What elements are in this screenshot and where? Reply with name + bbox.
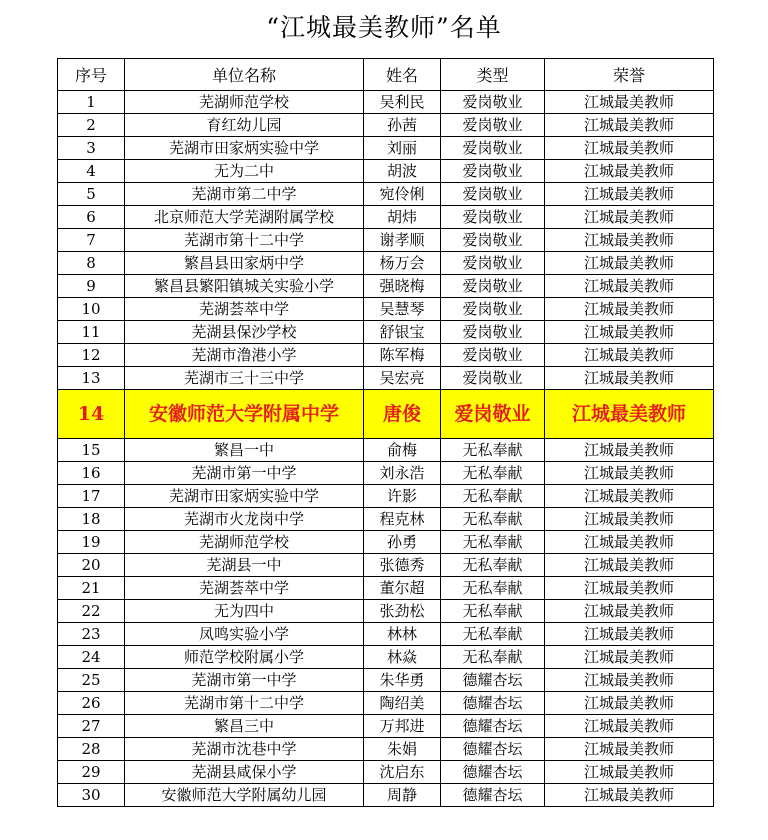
- cell-no: 6: [58, 206, 125, 229]
- table-row: [58, 252, 714, 275]
- table-row: [58, 715, 714, 738]
- cell-unit: 芜湖市三十三中学: [125, 367, 364, 390]
- cell-no: 3: [58, 137, 125, 160]
- cell-honor: 江城最美教师: [545, 367, 714, 390]
- cell-type: 德耀杏坛: [441, 669, 545, 692]
- cell-type: 无私奉献: [441, 554, 545, 577]
- cell-no: 5: [58, 183, 125, 206]
- teacher-list-table: [57, 58, 714, 807]
- cell-honor: 江城最美教师: [545, 390, 714, 439]
- cell-no: 7: [58, 229, 125, 252]
- cell-type: 无私奉献: [441, 577, 545, 600]
- cell-type: 无私奉献: [441, 531, 545, 554]
- cell-honor: 江城最美教师: [545, 738, 714, 761]
- cell-name: 程克林: [364, 508, 441, 531]
- cell-type: 德耀杏坛: [441, 692, 545, 715]
- cell-type: 无私奉献: [441, 485, 545, 508]
- cell-unit: 芜湖市第十二中学: [125, 229, 364, 252]
- table-row: [58, 229, 714, 252]
- cell-unit: 繁昌县田家炳中学: [125, 252, 364, 275]
- cell-no: 26: [58, 692, 125, 715]
- cell-honor: 江城最美教师: [545, 275, 714, 298]
- cell-name: 林林: [364, 623, 441, 646]
- cell-honor: 江城最美教师: [545, 715, 714, 738]
- cell-honor: 江城最美教师: [545, 206, 714, 229]
- cell-unit: 无为二中: [125, 160, 364, 183]
- cell-type: 爱岗敬业: [441, 321, 545, 344]
- table-row: [58, 321, 714, 344]
- cell-no: 8: [58, 252, 125, 275]
- cell-name: 董尔超: [364, 577, 441, 600]
- table-row: [58, 508, 714, 531]
- cell-type: 德耀杏坛: [441, 761, 545, 784]
- cell-no: 20: [58, 554, 125, 577]
- table-row: [58, 367, 714, 390]
- table-body: [58, 91, 714, 807]
- cell-name: 陶绍美: [364, 692, 441, 715]
- cell-unit: 芜湖市田家炳实验中学: [125, 485, 364, 508]
- cell-no: 23: [58, 623, 125, 646]
- cell-no: 30: [58, 784, 125, 807]
- cell-name: 唐俊: [364, 390, 441, 439]
- cell-name: 宛伶俐: [364, 183, 441, 206]
- table-row-highlighted: [58, 390, 714, 439]
- cell-unit: 芜湖师范学校: [125, 531, 364, 554]
- cell-unit: 芜湖县保沙学校: [125, 321, 364, 344]
- table-row: [58, 344, 714, 367]
- cell-honor: 江城最美教师: [545, 439, 714, 462]
- table-row: [58, 646, 714, 669]
- header-unit: 单位名称: [125, 59, 364, 91]
- cell-unit: 繁昌县繁阳镇城关实验小学: [125, 275, 364, 298]
- cell-honor: 江城最美教师: [545, 462, 714, 485]
- cell-name: 吴慧琴: [364, 298, 441, 321]
- cell-unit: 芜湖县咸保小学: [125, 761, 364, 784]
- cell-unit: 凤鸣实验小学: [125, 623, 364, 646]
- cell-name: 张劲松: [364, 600, 441, 623]
- cell-no: 25: [58, 669, 125, 692]
- cell-honor: 江城最美教师: [545, 508, 714, 531]
- cell-type: 爱岗敬业: [441, 390, 545, 439]
- table-row: [58, 462, 714, 485]
- cell-honor: 江城最美教师: [545, 577, 714, 600]
- cell-type: 德耀杏坛: [441, 715, 545, 738]
- cell-no: 21: [58, 577, 125, 600]
- cell-name: 张德秀: [364, 554, 441, 577]
- table-row: [58, 784, 714, 807]
- cell-honor: 江城最美教师: [545, 344, 714, 367]
- table-row: [58, 91, 714, 114]
- cell-no: 15: [58, 439, 125, 462]
- cell-no: 29: [58, 761, 125, 784]
- cell-no: 13: [58, 367, 125, 390]
- cell-name: 朱娟: [364, 738, 441, 761]
- cell-type: 爱岗敬业: [441, 275, 545, 298]
- cell-type: 德耀杏坛: [441, 784, 545, 807]
- cell-type: 无私奉献: [441, 600, 545, 623]
- cell-unit: 安徽师范大学附属中学: [125, 390, 364, 439]
- table-header-row: [58, 59, 714, 91]
- cell-unit: 芜湖县一中: [125, 554, 364, 577]
- cell-honor: 江城最美教师: [545, 554, 714, 577]
- table-row: [58, 137, 714, 160]
- cell-unit: 芜湖荟萃中学: [125, 577, 364, 600]
- cell-honor: 江城最美教师: [545, 692, 714, 715]
- cell-type: 爱岗敬业: [441, 344, 545, 367]
- cell-name: 胡炜: [364, 206, 441, 229]
- cell-honor: 江城最美教师: [545, 646, 714, 669]
- cell-no: 17: [58, 485, 125, 508]
- cell-no: 27: [58, 715, 125, 738]
- cell-no: 10: [58, 298, 125, 321]
- cell-honor: 江城最美教师: [545, 531, 714, 554]
- cell-honor: 江城最美教师: [545, 298, 714, 321]
- table-row: [58, 114, 714, 137]
- cell-name: 舒银宝: [364, 321, 441, 344]
- cell-unit: 芜湖师范学校: [125, 91, 364, 114]
- cell-name: 陈军梅: [364, 344, 441, 367]
- cell-unit: 芜湖市第二中学: [125, 183, 364, 206]
- cell-honor: 江城最美教师: [545, 91, 714, 114]
- cell-type: 无私奉献: [441, 439, 545, 462]
- cell-name: 许影: [364, 485, 441, 508]
- cell-unit: 芜湖市第一中学: [125, 462, 364, 485]
- header-no: 序号: [58, 59, 125, 91]
- cell-name: 孙茜: [364, 114, 441, 137]
- cell-name: 刘丽: [364, 137, 441, 160]
- cell-type: 爱岗敬业: [441, 183, 545, 206]
- table-row: [58, 298, 714, 321]
- cell-honor: 江城最美教师: [545, 252, 714, 275]
- cell-name: 林焱: [364, 646, 441, 669]
- cell-no: 4: [58, 160, 125, 183]
- cell-name: 万邦进: [364, 715, 441, 738]
- table-row: [58, 485, 714, 508]
- cell-name: 胡波: [364, 160, 441, 183]
- table-row: [58, 577, 714, 600]
- cell-type: 爱岗敬业: [441, 252, 545, 275]
- cell-unit: 师范学校附属小学: [125, 646, 364, 669]
- cell-type: 无私奉献: [441, 462, 545, 485]
- cell-no: 12: [58, 344, 125, 367]
- cell-unit: 育红幼儿园: [125, 114, 364, 137]
- cell-honor: 江城最美教师: [545, 784, 714, 807]
- cell-honor: 江城最美教师: [545, 114, 714, 137]
- table-row: [58, 206, 714, 229]
- page-title: “江城最美教师”名单: [266, 13, 502, 42]
- header-name: 姓名: [364, 59, 441, 91]
- cell-honor: 江城最美教师: [545, 183, 714, 206]
- table-row: [58, 669, 714, 692]
- cell-name: 强晓梅: [364, 275, 441, 298]
- table-row: [58, 623, 714, 646]
- cell-unit: 芜湖市沈巷中学: [125, 738, 364, 761]
- cell-type: 无私奉献: [441, 508, 545, 531]
- cell-unit: 芜湖市火龙岗中学: [125, 508, 364, 531]
- cell-name: 俞梅: [364, 439, 441, 462]
- cell-honor: 江城最美教师: [545, 669, 714, 692]
- cell-name: 孙勇: [364, 531, 441, 554]
- cell-name: 朱华勇: [364, 669, 441, 692]
- table-row: [58, 160, 714, 183]
- cell-unit: 芜湖荟萃中学: [125, 298, 364, 321]
- table-row: [58, 554, 714, 577]
- table-row: [58, 761, 714, 784]
- cell-type: 爱岗敬业: [441, 229, 545, 252]
- cell-name: 谢孝顺: [364, 229, 441, 252]
- cell-honor: 江城最美教师: [545, 229, 714, 252]
- cell-type: 爱岗敬业: [441, 91, 545, 114]
- header-type: 类型: [441, 59, 545, 91]
- cell-unit: 芜湖市第一中学: [125, 669, 364, 692]
- cell-honor: 江城最美教师: [545, 321, 714, 344]
- cell-no: 28: [58, 738, 125, 761]
- cell-unit: 北京师范大学芜湖附属学校: [125, 206, 364, 229]
- cell-unit: 芜湖市第十二中学: [125, 692, 364, 715]
- cell-no: 18: [58, 508, 125, 531]
- cell-type: 爱岗敬业: [441, 137, 545, 160]
- cell-type: 爱岗敬业: [441, 367, 545, 390]
- cell-no: 19: [58, 531, 125, 554]
- cell-no: 2: [58, 114, 125, 137]
- cell-unit: 繁昌三中: [125, 715, 364, 738]
- cell-name: 杨万会: [364, 252, 441, 275]
- cell-honor: 江城最美教师: [545, 137, 714, 160]
- cell-type: 爱岗敬业: [441, 298, 545, 321]
- cell-honor: 江城最美教师: [545, 761, 714, 784]
- cell-unit: 芜湖市田家炳实验中学: [125, 137, 364, 160]
- cell-type: 无私奉献: [441, 646, 545, 669]
- cell-no: 16: [58, 462, 125, 485]
- cell-unit: 繁昌一中: [125, 439, 364, 462]
- cell-unit: 无为四中: [125, 600, 364, 623]
- cell-type: 爱岗敬业: [441, 160, 545, 183]
- cell-no: 14: [58, 390, 125, 439]
- cell-name: 吴宏亮: [364, 367, 441, 390]
- cell-type: 爱岗敬业: [441, 206, 545, 229]
- table-row: [58, 600, 714, 623]
- cell-type: 爱岗敬业: [441, 114, 545, 137]
- cell-no: 11: [58, 321, 125, 344]
- cell-name: 刘永浩: [364, 462, 441, 485]
- cell-name: 沈启东: [364, 761, 441, 784]
- cell-no: 9: [58, 275, 125, 298]
- cell-no: 1: [58, 91, 125, 114]
- cell-honor: 江城最美教师: [545, 485, 714, 508]
- table-row: [58, 275, 714, 298]
- table-row: [58, 439, 714, 462]
- table-row: [58, 692, 714, 715]
- cell-name: 周静: [364, 784, 441, 807]
- cell-no: 24: [58, 646, 125, 669]
- cell-honor: 江城最美教师: [545, 160, 714, 183]
- cell-type: 德耀杏坛: [441, 738, 545, 761]
- cell-honor: 江城最美教师: [545, 600, 714, 623]
- cell-no: 22: [58, 600, 125, 623]
- header-honor: 荣誉: [545, 59, 714, 91]
- table-row: [58, 738, 714, 761]
- cell-type: 无私奉献: [441, 623, 545, 646]
- table-row: [58, 531, 714, 554]
- table-row: [58, 183, 714, 206]
- cell-unit: 芜湖市澛港小学: [125, 344, 364, 367]
- cell-honor: 江城最美教师: [545, 623, 714, 646]
- cell-name: 吴利民: [364, 91, 441, 114]
- cell-unit: 安徽师范大学附属幼儿园: [125, 784, 364, 807]
